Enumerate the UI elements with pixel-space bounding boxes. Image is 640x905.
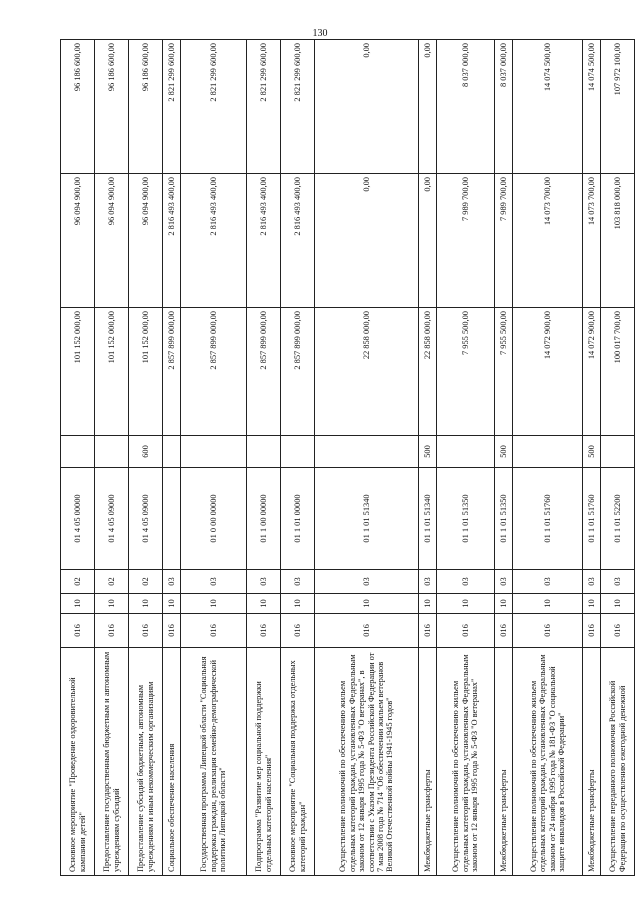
row-section-cell: 10 [61,594,95,614]
row-expense-type-cell [437,436,495,468]
row-subsection-cell: 03 [181,570,247,594]
row-name-cell: Социальное обеспечение населения [163,648,181,876]
row-expense-type-cell [281,436,315,468]
row-amount-year2-cell: 2 816 493 400,00 [181,174,247,308]
row-target-article-cell: 01 4 05 09000 [129,468,163,570]
row-ministry-cell: 016 [181,614,247,648]
row-name-cell: Основное мероприятие "Проведение оздоровительной кампании детей" [61,648,95,876]
row-amount-year1-cell: 2 857 899 000,00 [281,308,315,436]
row-amount-year2-cell: 7 989 700,00 [495,174,513,308]
table-row [437,40,495,876]
row-target-article-cell: 01 1 01 51350 [437,468,495,570]
row-name-cell: Межбюджетные трансферты [583,648,601,876]
row-amount-year2-cell: 103 818 000,00 [601,174,635,308]
row-target-article-cell: 01 1 01 51760 [513,468,583,570]
budget-table-body [61,40,635,876]
row-expense-type-cell [61,436,95,468]
row-amount-year3-cell: 14 074 500,00 [583,40,601,174]
row-amount-year2-cell: 14 073 700,00 [583,174,601,308]
row-amount-year2-cell: 96 094 900,00 [95,174,129,308]
row-ministry-cell: 016 [495,614,513,648]
row-amount-year1-cell: 101 152 000,00 [95,308,129,436]
table-row [315,40,419,876]
row-target-article-cell: 01 1 01 51340 [419,468,437,570]
row-expense-type-cell: 600 [129,436,163,468]
row-target-article-cell: 01 1 01 51760 [583,468,601,570]
row-amount-year1-cell: 2 857 899 000,00 [247,308,281,436]
row-section-cell: 10 [419,594,437,614]
row-subsection-cell: 03 [247,570,281,594]
rotated-table-container [60,40,627,876]
row-target-article-cell: 01 1 01 51340 [315,468,419,570]
rotated-page-area [60,40,627,876]
row-amount-year3-cell: 8 037 000,00 [437,40,495,174]
table-row [601,40,635,876]
row-ministry-cell: 016 [601,614,635,648]
row-amount-year1-cell: 2 857 899 000,00 [163,308,181,436]
row-amount-year1-cell: 101 152 000,00 [61,308,95,436]
table-row [181,40,247,876]
table-row [247,40,281,876]
row-name-cell: Государственная программа Липецкой области "Социальная поддержка граждан, реализация семейно-демографической политики Липецкой области" [181,648,247,876]
row-section-cell: 10 [495,594,513,614]
row-expense-type-cell: 500 [419,436,437,468]
row-name-cell: Осуществление полномочий по обеспечению жильем отдельных категорий граждан, установленных Федеральным законом от 24 ноября 1995 года № 181-ФЗ "О социальной защите инвалидов в Российской Федерации" [513,648,583,876]
row-amount-year2-cell: 14 073 700,00 [513,174,583,308]
table-row [281,40,315,876]
row-amount-year1-cell: 100 017 700,00 [601,308,635,436]
row-amount-year2-cell: 96 094 900,00 [129,174,163,308]
row-amount-year2-cell: 2 816 493 400,00 [281,174,315,308]
table-row [583,40,601,876]
table-row [495,40,513,876]
row-name-cell: Осуществление полномочий по обеспечению жильем отдельных категорий граждан, установленных Федеральным законом от 12 января 1995 года № 5-ФЗ "О ветеранах" [437,648,495,876]
row-amount-year1-cell: 101 152 000,00 [129,308,163,436]
table-row [61,40,95,876]
row-name-cell: Осуществление полномочий по обеспечению жильем отдельных категорий граждан, установленных Федеральным законом от 12 января 1995 года № 5-ФЗ "О ветеранах", в соответствии с Указом Президента Российской Федерации от 7 мая 2008 года № 714 "Об обеспечении жильем ветеранов Великой Отечественной войны 1941-1945 годов" [315,648,419,876]
row-amount-year2-cell: 0,00 [315,174,419,308]
row-expense-type-cell [513,436,583,468]
row-expense-type-cell: 500 [495,436,513,468]
row-amount-year3-cell: 96 186 600,00 [129,40,163,174]
row-section-cell: 10 [181,594,247,614]
row-name-cell: Предоставление государственным бюджетным и автономным учреждениям субсидий [95,648,129,876]
row-subsection-cell: 03 [163,570,181,594]
row-amount-year3-cell: 2 821 299 600,00 [281,40,315,174]
row-section-cell: 10 [513,594,583,614]
row-ministry-cell: 016 [513,614,583,648]
row-amount-year2-cell: 0,00 [419,174,437,308]
row-target-article-cell: 01 4 05 00000 [61,468,95,570]
row-amount-year3-cell: 14 074 500,00 [513,40,583,174]
row-section-cell: 10 [281,594,315,614]
row-section-cell: 10 [129,594,163,614]
row-expense-type-cell [181,436,247,468]
table-row [419,40,437,876]
row-subsection-cell: 03 [583,570,601,594]
row-section-cell: 10 [437,594,495,614]
row-expense-type-cell [95,436,129,468]
row-target-article-cell [163,468,181,570]
row-name-cell: Предоставление субсидий бюджетным, автономным учреждениям и иным некоммерческим организациям [129,648,163,876]
row-amount-year3-cell: 2 821 299 600,00 [163,40,181,174]
row-subsection-cell: 03 [495,570,513,594]
row-subsection-cell: 03 [315,570,419,594]
row-name-cell: Основное мероприятие "Социальная поддержка отдельных категорий граждан" [281,648,315,876]
row-ministry-cell: 016 [61,614,95,648]
row-ministry-cell: 016 [95,614,129,648]
row-expense-type-cell [247,436,281,468]
row-amount-year3-cell: 0,00 [419,40,437,174]
row-subsection-cell: 02 [95,570,129,594]
row-target-article-cell: 01 1 00 00000 [247,468,281,570]
row-ministry-cell: 016 [281,614,315,648]
row-subsection-cell: 03 [419,570,437,594]
row-ministry-cell: 016 [163,614,181,648]
row-amount-year1-cell: 7 955 500,00 [495,308,513,436]
row-ministry-cell: 016 [437,614,495,648]
row-section-cell: 10 [583,594,601,614]
row-ministry-cell: 016 [419,614,437,648]
row-expense-type-cell [315,436,419,468]
row-amount-year3-cell: 107 972 100,00 [601,40,635,174]
row-subsection-cell: 02 [129,570,163,594]
row-target-article-cell: 01 1 01 51350 [495,468,513,570]
row-section-cell: 10 [95,594,129,614]
row-ministry-cell: 016 [247,614,281,648]
row-name-cell: Межбюджетные трансферты [419,648,437,876]
row-amount-year2-cell: 7 989 700,00 [437,174,495,308]
row-ministry-cell: 016 [583,614,601,648]
row-subsection-cell: 03 [601,570,635,594]
row-name-cell: Осуществление переданного полномочия Российской Федерации по осуществлению ежегодной денежной [601,648,635,876]
row-amount-year3-cell: 96 186 600,00 [61,40,95,174]
row-amount-year3-cell: 8 037 000,00 [495,40,513,174]
row-expense-type-cell [601,436,635,468]
row-expense-type-cell: 500 [583,436,601,468]
row-amount-year1-cell: 14 072 900,00 [583,308,601,436]
row-amount-year1-cell: 7 955 500,00 [437,308,495,436]
row-subsection-cell: 03 [513,570,583,594]
row-subsection-cell: 03 [437,570,495,594]
row-amount-year1-cell: 22 858 000,00 [315,308,419,436]
row-amount-year1-cell: 14 072 900,00 [513,308,583,436]
row-amount-year3-cell: 2 821 299 600,00 [181,40,247,174]
row-section-cell: 10 [163,594,181,614]
row-amount-year3-cell: 0,00 [315,40,419,174]
page-number: 130 [312,28,328,39]
row-target-article-cell: 01 1 01 00000 [281,468,315,570]
table-row [129,40,163,876]
row-amount-year3-cell: 96 186 600,00 [95,40,129,174]
table-row [513,40,583,876]
row-target-article-cell: 01 0 00 00000 [181,468,247,570]
row-section-cell: 10 [315,594,419,614]
row-target-article-cell: 01 1 01 52200 [601,468,635,570]
row-amount-year1-cell: 2 857 899 000,00 [181,308,247,436]
row-amount-year2-cell: 2 816 493 400,00 [247,174,281,308]
table-row [95,40,129,876]
row-name-cell: Межбюджетные трансферты [495,648,513,876]
row-section-cell: 10 [247,594,281,614]
row-target-article-cell: 01 4 05 09000 [95,468,129,570]
budget-table [60,39,635,876]
row-ministry-cell: 016 [129,614,163,648]
table-row [163,40,181,876]
row-name-cell: Подпрограмма "Развитие мер социальной поддержки отдельных категорий населения" [247,648,281,876]
row-subsection-cell: 02 [61,570,95,594]
row-ministry-cell: 016 [315,614,419,648]
row-amount-year3-cell: 2 821 299 600,00 [247,40,281,174]
row-amount-year1-cell: 22 858 000,00 [419,308,437,436]
row-subsection-cell: 03 [281,570,315,594]
row-section-cell: 10 [601,594,635,614]
row-amount-year2-cell: 96 094 900,00 [61,174,95,308]
row-amount-year2-cell: 2 816 493 400,00 [163,174,181,308]
row-expense-type-cell [163,436,181,468]
